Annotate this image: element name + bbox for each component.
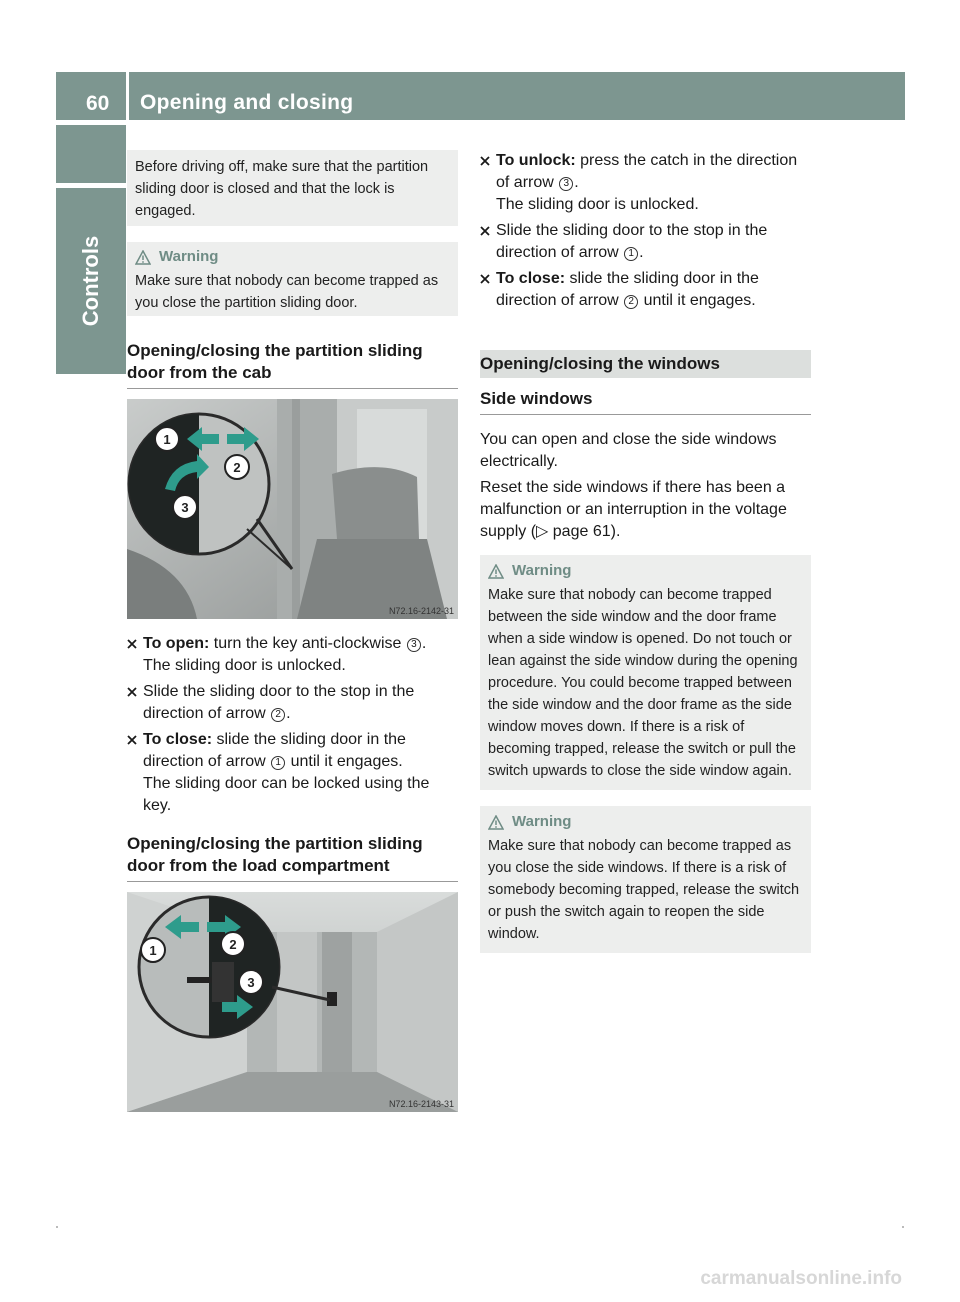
warning-box-close-windows — [480, 806, 811, 953]
step-instruction-end: . — [574, 174, 579, 191]
warning-triangle-icon — [488, 815, 504, 830]
svg-text:1: 1 — [149, 943, 157, 958]
svg-text:1: 1 — [163, 432, 171, 447]
crop-mark — [56, 1226, 58, 1228]
instruction-step — [480, 220, 811, 264]
photo-code: N72.16-2143-31 — [388, 1099, 454, 1109]
warning-text: Make sure that nobody can become trapped as you close the side windows. If there is a risk of somebody becoming trapped, release the switch or push the switch again to reopen the side window. — [488, 838, 800, 942]
note-box — [127, 150, 458, 226]
svg-text:3: 3 — [247, 975, 255, 990]
step-instruction: Slide the sliding door to the stop in the direction of arrow — [143, 683, 415, 722]
step-marker-icon — [480, 268, 496, 312]
step-action-label: To unlock: — [496, 152, 576, 169]
step-instruction-end: . — [421, 635, 427, 652]
watermark: carmanualsonline.info — [700, 1268, 902, 1289]
warning-text: Make sure that nobody can become trapped between the side window and the door frame when a side window is opened. Do not touch or lean against the side window during the opening procedure. You could become trapped between the side window and the door frame as the side window moves down. If there is a risk of becoming trapped, release the switch or pull the switch upwards to close the side window again. — [488, 587, 798, 779]
warning-title: Warning — [159, 248, 219, 265]
step-result: The sliding door is unlocked. — [496, 196, 699, 213]
photo-code: N72.16-2142-31 — [388, 606, 454, 616]
instruction-step — [127, 729, 458, 817]
step-text — [496, 220, 811, 264]
step-text — [143, 633, 458, 677]
side-tab-label: Controls — [78, 235, 103, 327]
note-text: Before driving off, make sure that the partition sliding door is closed and that the lock is engaged. — [135, 159, 429, 219]
steps-load — [480, 150, 811, 312]
instruction-step — [127, 681, 458, 725]
left-column — [127, 150, 458, 1112]
step-instruction: slide the sliding door in the direction of arrow — [496, 270, 759, 309]
paragraph-electric: You can open and close the side windows electrically. — [480, 431, 777, 470]
step-action-label: To close: — [143, 731, 213, 748]
step-text — [143, 681, 458, 725]
step-marker-icon — [127, 681, 143, 725]
arrow-number-badge: 2 — [271, 708, 285, 722]
side-tab-label-wrap — [56, 188, 126, 374]
step-instruction: Slide the sliding door to the stop in the direction of arrow — [496, 222, 768, 261]
instruction-step — [480, 150, 811, 216]
step-text — [496, 268, 811, 312]
step-result: The sliding door can be locked using the key. — [143, 775, 430, 814]
svg-text:2: 2 — [233, 460, 241, 475]
arrow-number-badge: 3 — [407, 638, 421, 652]
instruction-step — [480, 268, 811, 312]
heading-load: Opening/closing the partition sliding door from the load compartment — [127, 833, 458, 882]
paragraph-reset: Reset the side windows if there has been a malfunction or an interruption in the voltage supply (▷ page 61). — [480, 479, 787, 540]
warning-triangle-icon — [135, 250, 151, 265]
photo-load-compartment-door — [127, 892, 458, 1112]
arrow-number-badge: 3 — [559, 177, 573, 191]
heading-side-windows: Side windows — [480, 388, 811, 415]
steps-cab — [127, 633, 458, 817]
section-band-windows — [480, 350, 811, 378]
arrow-number-badge: 1 — [271, 756, 285, 770]
step-text — [496, 150, 811, 216]
page-number: 60 — [86, 92, 110, 115]
photo-cab-partition-door — [127, 399, 458, 619]
warning-header — [488, 560, 803, 582]
step-instruction: press the catch in the direction of arrow — [496, 152, 798, 191]
photo-load-illustration — [127, 892, 458, 1112]
arrow-number-badge: 1 — [624, 247, 638, 261]
step-text — [143, 729, 458, 817]
section-title-bar — [129, 72, 905, 120]
step-marker-icon — [127, 633, 143, 677]
step-marker-icon — [480, 220, 496, 264]
side-tab-spacer — [56, 125, 126, 183]
section-title: Opening and closing — [140, 91, 354, 114]
step-instruction-end: . — [286, 705, 291, 722]
step-action-label: To close: — [496, 270, 566, 287]
instruction-step — [127, 633, 458, 677]
warning-header — [135, 246, 450, 268]
right-column — [480, 150, 811, 953]
arrow-number-badge: 2 — [624, 295, 638, 309]
step-result: The sliding door is unlocked. — [143, 657, 346, 674]
warning-box-side-window — [480, 555, 811, 790]
heading-cab: Opening/closing the partition sliding door from the cab — [127, 340, 458, 389]
step-marker-icon — [127, 729, 143, 817]
warning-box-partition — [127, 242, 458, 316]
step-instruction: slide the sliding door in the direction of arrow — [143, 731, 406, 770]
step-marker-icon — [480, 150, 496, 216]
crop-mark — [902, 1226, 904, 1228]
photo-cab-illustration — [127, 399, 458, 619]
step-instruction-end: . — [639, 244, 644, 261]
warning-title: Warning — [512, 562, 572, 579]
step-instruction-end: until it engages. — [286, 753, 403, 770]
svg-text:3: 3 — [181, 500, 189, 515]
step-instruction-end: until it engages. — [639, 292, 756, 309]
warning-text: Make sure that nobody can become trapped as you close the partition sliding door. — [135, 273, 439, 311]
side-tab — [56, 188, 126, 374]
step-action-label: To open: — [143, 635, 210, 652]
warning-title: Warning — [512, 813, 572, 830]
band-title: Opening/closing the windows — [480, 354, 720, 373]
step-instruction: turn the key anti-clockwise — [209, 635, 406, 652]
page-number-box — [56, 72, 126, 120]
warning-triangle-icon — [488, 564, 504, 579]
svg-text:2: 2 — [229, 937, 237, 952]
warning-header — [488, 811, 803, 833]
